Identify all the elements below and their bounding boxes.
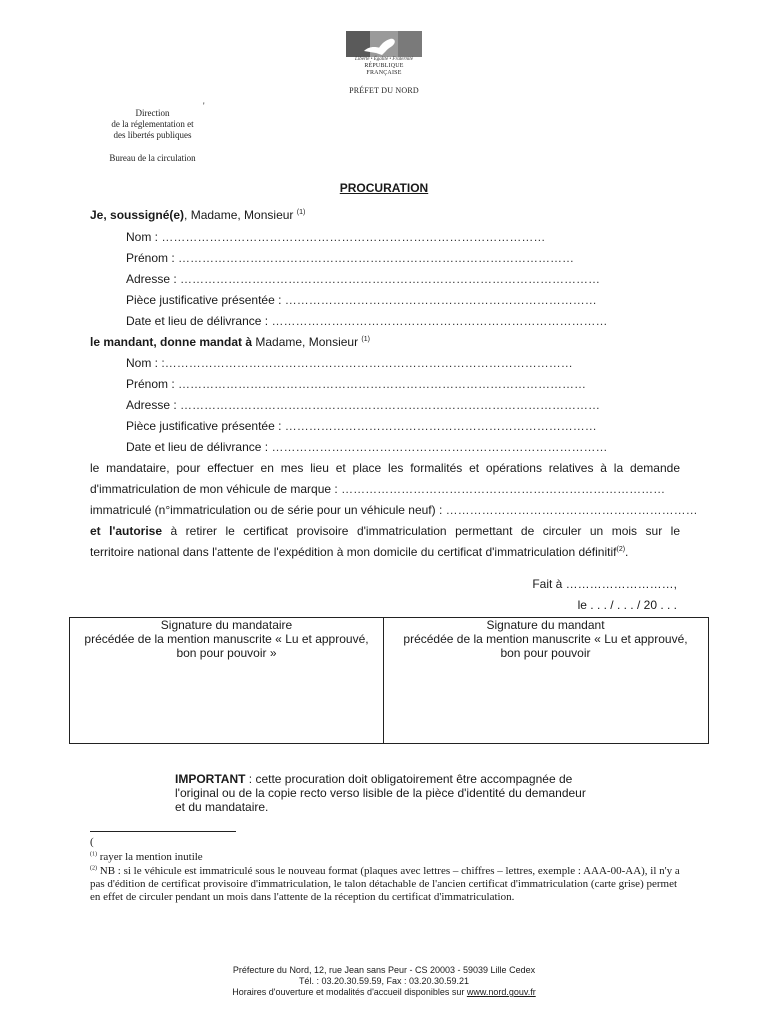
field-dots: :………………………………………………………………………………………… (161, 356, 573, 370)
footnote-1 (90, 851, 680, 864)
signature-mention: précédée de la mention manuscrite « Lu et approuvé, (403, 632, 688, 646)
field-dots: ………………………………………………………………………… (271, 440, 608, 454)
mandant-intro-rest: , Madame, Monsieur (184, 208, 294, 222)
authorise-bold: et l'autorise (90, 524, 163, 538)
prefet-label: PRÉFET DU NORD (349, 86, 419, 95)
footnote-2-text: NB : si le véhicule est immatriculé sous le nouveau format (plaques avec lettres – chiffres – lettres, exemple : AAA-00-AA), il n'y a pas d'édition de certificat provisoire d'immatriculation, le talon détachable de l'ancien certificat d'immatriculation (carte grise) permet en effet de circuler pendant un mois dans l'attente de la réception du certificat d'immatriculation. (90, 865, 680, 903)
authorise-rest: à retirer le certificat provisoire d'immatriculation permettant de circuler un mois sur le (162, 524, 681, 538)
footnote-ref: (1) (361, 336, 370, 343)
field-label: Date et lieu de délivrance : (126, 314, 269, 328)
footnote-2 (90, 865, 680, 904)
field-dots: ………………………………………………………………………… (271, 314, 608, 328)
signature-heading: Signature du mandataire (160, 618, 293, 632)
territory-end: . (625, 545, 629, 559)
mandant-field-nom[interactable] (126, 230, 545, 244)
mandant-field-piece[interactable] (126, 293, 597, 307)
field-dots: …………………………………………………………………… (284, 419, 597, 433)
field-label: Nom : (126, 356, 159, 370)
field-label: Adresse : (126, 398, 177, 412)
footnote-divider (90, 831, 236, 832)
body-line-2[interactable] (90, 482, 665, 496)
bureau-label: Bureau de la circulation (109, 153, 196, 163)
mandataire-intro-rest: Madame, Monsieur (252, 335, 359, 349)
mandataire-intro-bold: le mandant, donne mandat à (90, 335, 253, 349)
signature-mention: précédée de la mention manuscrite « Lu et approuvé, (84, 632, 369, 646)
mandataire-field-piece[interactable] (126, 419, 597, 433)
mandant-intro (90, 208, 305, 222)
marianne-logo (346, 31, 422, 77)
mandataire-field-date-lieu[interactable] (126, 440, 607, 454)
footer-hours (150, 987, 618, 998)
marianne-emblem-icon (346, 31, 422, 57)
mandataire-signature-box[interactable] (70, 618, 384, 743)
mandataire-field-nom[interactable] (126, 356, 573, 370)
footnote-stray: ( (90, 836, 94, 848)
territory-text: territoire national dans l'attente de l'expédition à mon domicile du certificat d'immatriculation définitif (90, 545, 617, 559)
important-label: IMPORTANT (175, 772, 246, 786)
field-dots: …………………………………………………………………………………………… (180, 272, 601, 286)
vehicle-brand-label: d'immatriculation de mon véhicule de marque : (90, 482, 338, 496)
website-link[interactable]: www.nord.gouv.fr (466, 987, 536, 997)
field-label: Pièce justificative présentée : (126, 293, 282, 307)
footer-phone: Tél. : 03.20.30.59.59, Fax : 03.20.30.59.21 (298, 976, 470, 986)
registration-label: immatriculé (n°immatriculation ou de série pour un véhicule neuf) : (90, 503, 443, 517)
field-label: Prénom : (126, 377, 175, 391)
signature-mention: bon pour pouvoir (500, 646, 591, 660)
signature-heading: Signature du mandant (486, 618, 605, 632)
body-line-1: le mandataire, pour effectuer en mes lieu et place les formalités et opérations relatives à la demande (90, 461, 680, 475)
important-text: : cette procuration doit obligatoirement être accompagnée de l'original ou de la copie recto verso lisible de la pièce d'identité du demandeur et du mandataire. (175, 772, 586, 814)
mandant-signature-box[interactable] (383, 618, 708, 743)
republic-motto: Liberté • Égalité • Fraternité (355, 57, 413, 62)
mandant-field-prenom[interactable] (126, 251, 574, 265)
field-dots: …………………………………………………………………………………… (161, 230, 546, 244)
field-dots: ……………………………………………………………………………………… (178, 251, 575, 265)
field-dots: …………………………………………………………………………………………… (180, 398, 601, 412)
important-note (175, 772, 595, 814)
field-label: Prénom : (126, 251, 175, 265)
field-label: Nom : (126, 230, 159, 244)
footnote-1-mark: (1) (90, 851, 97, 858)
field-label: Pièce justificative présentée : (126, 419, 282, 433)
footer-hours-text: Horaires d'ouverture et modalités d'accueil disponibles sur (232, 987, 467, 997)
signature-table (69, 617, 709, 744)
direction-line: des libertés publiques (113, 130, 192, 140)
direction-line: Direction (135, 108, 170, 118)
republic-name: RÉPUBLIQUE FRANÇAISE (364, 63, 404, 76)
body-line-5 (90, 545, 628, 559)
footnote-ref: (1) (296, 209, 306, 216)
mandant-intro-bold: Je, soussigné(e) (90, 208, 185, 222)
footnote-ref-2: (2) (616, 546, 626, 553)
body-line-3[interactable] (90, 503, 698, 517)
document-title: PROCURATION (339, 181, 429, 195)
direction-line: de la réglementation et (111, 119, 194, 129)
direction-block (90, 108, 215, 141)
stray-mark: ' (203, 101, 205, 111)
registration-dots: ……………………………………………………… (445, 503, 698, 517)
signature-mention: bon pour pouvoir » (176, 646, 277, 660)
field-label: Adresse : (126, 272, 177, 286)
mandataire-field-prenom[interactable] (126, 377, 586, 391)
mandataire-field-adresse[interactable] (126, 398, 600, 412)
page-footer (150, 965, 618, 998)
field-dots: ………………………………………………………………………………………… (178, 377, 587, 391)
mandant-field-adresse[interactable] (126, 272, 600, 286)
date-field[interactable]: le . . . / . . . / 20 . . . (577, 598, 677, 612)
footer-address: Préfecture du Nord, 12, rue Jean sans Peur - CS 20003 - 59039 Lille Cedex (232, 965, 536, 975)
footnote-2-mark: (2) (90, 865, 97, 872)
body-line-4 (90, 524, 680, 538)
mandataire-intro (90, 335, 370, 349)
field-label: Date et lieu de délivrance : (126, 440, 269, 454)
footnote-1-text: rayer la mention inutile (97, 851, 203, 863)
field-dots: …………………………………………………………………… (284, 293, 597, 307)
mandant-field-date-lieu[interactable] (126, 314, 607, 328)
vehicle-brand-dots: ……………………………………………………………………… (341, 482, 666, 496)
fait-a-field[interactable]: Fait à ………………………, (532, 577, 677, 591)
